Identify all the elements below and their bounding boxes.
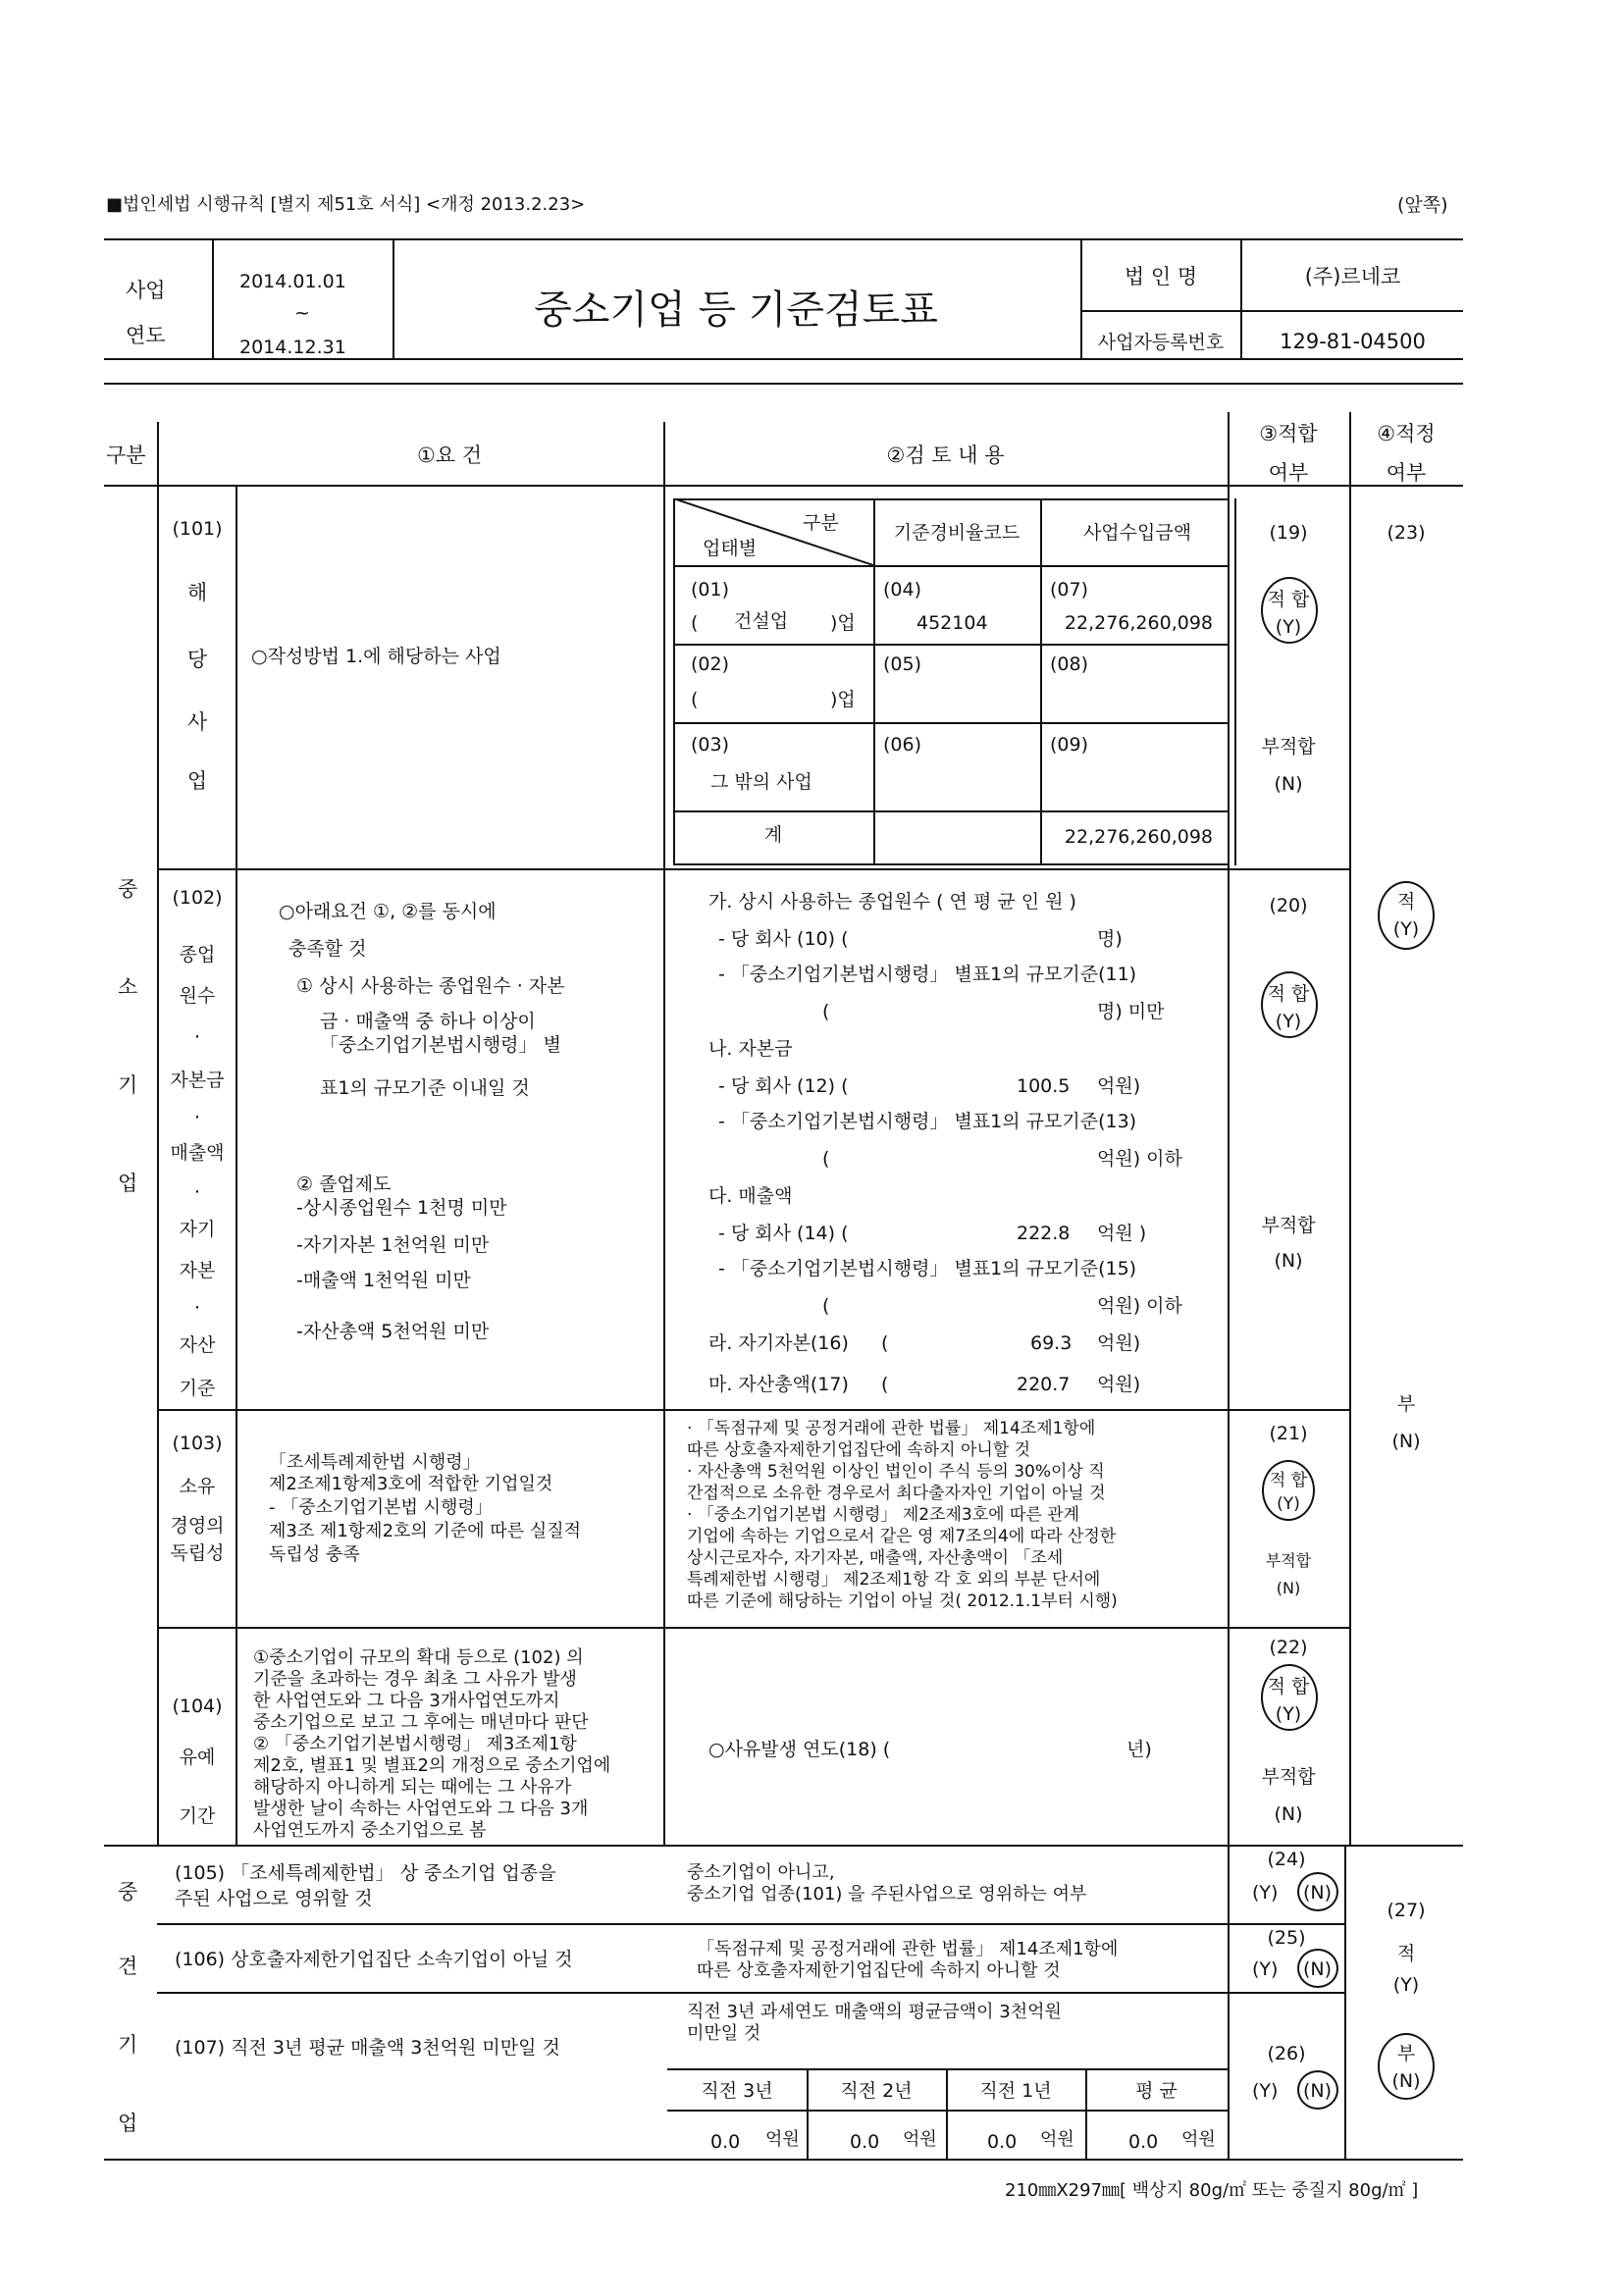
history-unit: 억원 — [1040, 2129, 1074, 2150]
fit-yes: (Y) — [1252, 1958, 1279, 1980]
col-fit: 여부 — [1268, 461, 1309, 485]
fit-no: (N) — [1274, 1250, 1303, 1272]
proper-no: 부 — [1396, 2043, 1416, 2064]
review-text: 나. 자본금 — [708, 1038, 793, 1060]
row-label: 독립성 — [170, 1542, 225, 1564]
biz-no-label: 사업자등록번호 — [1097, 332, 1225, 353]
rule — [1344, 1845, 1346, 2159]
requirement-text: 해당하지 아니하게 되는 때에는 그 사유가 — [253, 1777, 572, 1798]
history-value: 0.0 — [710, 2131, 741, 2153]
corp-name: (주)르네코 — [1304, 265, 1401, 288]
fit-yes: (Y) — [1275, 616, 1302, 638]
review-unit: 명) 미만 — [1097, 1001, 1165, 1022]
form-title: 중소기업 등 기준검토표 — [534, 287, 938, 333]
review-text: 다. 매출액 — [708, 1185, 793, 1207]
review-paren: ( — [822, 1148, 830, 1170]
fit-yes: (Y) — [1252, 2080, 1279, 2102]
review-text: - 당 회사 (10) ( — [718, 928, 849, 950]
fit-no: (N) — [1274, 1803, 1303, 1825]
mid-label: 기 — [118, 2033, 138, 2057]
rule — [393, 238, 394, 359]
requirement-text: ○작성방법 1.에 해당하는 사업 — [251, 646, 501, 667]
requirement-text: 기준을 초과하는 경우 최초 그 사유가 발생 — [253, 1669, 577, 1690]
requirement-text: 충족할 것 — [288, 938, 367, 960]
rule — [157, 1409, 1349, 1411]
assets-value: 220.7 — [1017, 1374, 1071, 1395]
total-label: 계 — [763, 824, 783, 846]
period-start: 2014.01.01 — [239, 271, 346, 292]
review-text: 마. 자산총액(17) — [708, 1374, 849, 1395]
requirement-text: -상시종업원수 1천명 미만 — [296, 1197, 507, 1219]
row-label: 자본금 — [170, 1070, 225, 1091]
requirement-text: 독립성 충족 — [269, 1544, 360, 1565]
cell-no: (09) — [1050, 734, 1089, 756]
requirement-text: 표1의 규모기준 이내일 것 — [320, 1077, 530, 1099]
history-header: 직전 3년 — [701, 2080, 773, 2102]
tbl-header-gubun: 구분 — [803, 512, 839, 534]
review-text: 따른 상호출자제한기업집단에 속하지 아니할 것 — [687, 1440, 1031, 1460]
industry-name: 그 밖의 사업 — [710, 771, 812, 793]
review-text: 중소기업이 아니고, — [687, 1862, 835, 1883]
period-tilde: ~ — [294, 302, 310, 324]
tbl-header-code: 기준경비율코드 — [893, 522, 1021, 544]
regulation-ref: ■법인세법 시행규칙 [별지 제51호 서식] <개정 2013.2.23> — [106, 194, 586, 215]
proper-yes: (Y) — [1392, 1974, 1420, 1996]
rule — [1349, 412, 1351, 1845]
fit-no: (N) — [1274, 773, 1303, 795]
row-number: (102) — [172, 887, 223, 909]
rule — [663, 422, 665, 1845]
col-fit: ③적합 — [1259, 422, 1318, 445]
row-label: 업 — [186, 769, 208, 793]
review-paren: ( — [881, 1332, 889, 1354]
total-amount: 22,276,260,098 — [1064, 826, 1213, 848]
sales-value: 222.8 — [1017, 1223, 1071, 1244]
fit-no: (N) — [1303, 1882, 1333, 1904]
capital-value: 100.5 — [1017, 1075, 1071, 1097]
rule — [212, 238, 214, 359]
fit-no: (N) — [1276, 1579, 1301, 1597]
requirement-text: ① 상시 사용하는 종업원수 · 자본 — [296, 975, 565, 997]
rule — [1228, 412, 1230, 2159]
fit-number: (25) — [1267, 1927, 1306, 1949]
history-header: 직전 2년 — [840, 2080, 913, 2102]
requirement-text: 제2호, 별표1 및 별표2의 개정으로 중소기업에 — [253, 1755, 611, 1776]
cell-no: (06) — [883, 734, 922, 756]
requirement-text: -자기자본 1천억원 미만 — [296, 1234, 490, 1256]
proper-number: (23) — [1387, 522, 1426, 544]
sme-label: 기 — [118, 1073, 138, 1097]
paren: )업 — [830, 612, 856, 634]
row-number: (101) — [172, 518, 223, 540]
review-text: 라. 자기자본(16) — [708, 1332, 849, 1354]
review-text: 직전 3년 과세연도 매출액의 평균금액이 3천억원 — [687, 2002, 1062, 2022]
requirement-text: 「조세특례제한법 시행령」 — [269, 1452, 481, 1473]
row-label: 사 — [186, 710, 208, 734]
review-text: 간접적으로 소유한 경우로서 최다출자자인 기업이 아닐 것 — [687, 1484, 1106, 1503]
row-label: · — [193, 1297, 201, 1319]
cell-no: (03) — [691, 734, 730, 756]
requirement-text: 사업연도까지 중소기업으로 봄 — [253, 1820, 487, 1841]
review-paren: ( — [822, 1001, 830, 1022]
rule — [104, 358, 1463, 360]
expense-code: 452104 — [916, 612, 988, 634]
proper-no: (N) — [1391, 2070, 1421, 2092]
rule — [104, 1845, 1463, 1847]
row-label: 소유 — [179, 1476, 216, 1497]
requirement-text: 제2조제1항제3호에 적합한 기업일것 — [269, 1474, 553, 1494]
fit-number: (19) — [1269, 522, 1308, 544]
requirement-text: -자산총액 5천억원 미만 — [296, 1321, 490, 1342]
row-label: 자본 — [179, 1260, 216, 1281]
fit-yes: 적 합 — [1269, 1471, 1308, 1490]
review-unit: 억원 ) — [1097, 1223, 1147, 1244]
cell-no: (07) — [1050, 579, 1089, 600]
row-label: 원수 — [179, 985, 216, 1007]
review-text: - 당 회사 (14) ( — [718, 1223, 849, 1244]
sme-label: 소 — [118, 975, 138, 999]
rule — [104, 2159, 1463, 2161]
fit-no: 부적합 — [1261, 1766, 1316, 1788]
row-number: (103) — [172, 1433, 223, 1454]
row-label: 매출액 — [170, 1142, 225, 1164]
proper-no: 부 — [1396, 1393, 1416, 1415]
mid-label: 중 — [118, 1880, 138, 1904]
paper-spec: 210㎜X297㎜[ 백상지 80g/㎡ 또는 중질지 80g/㎡ ] — [1005, 2180, 1419, 2201]
history-header: 평 균 — [1135, 2080, 1178, 2102]
year-label: 사업 — [126, 279, 166, 302]
fit-number: (26) — [1267, 2043, 1306, 2064]
review-text: · 자산총액 5천억원 이상인 법인이 주식 등의 30%이상 직 — [687, 1462, 1105, 1482]
review-unit: 명) — [1097, 928, 1123, 950]
row-number: (104) — [172, 1696, 223, 1717]
rule — [157, 1992, 1344, 1994]
cell-no: (04) — [883, 579, 922, 600]
revenue-amount: 22,276,260,098 — [1064, 612, 1213, 634]
corp-name-label: 법 인 명 — [1124, 265, 1198, 288]
rule — [236, 485, 237, 1845]
rule — [157, 868, 1349, 870]
review-text: · 「중소기업기본법 시행령」 제2조제3호에 따른 관계 — [687, 1505, 1080, 1525]
requirement-text: 발생한 날이 속하는 사업연도와 그 다음 3개 — [253, 1799, 589, 1819]
review-text: ○사유발생 연도(18) ( — [708, 1739, 891, 1760]
review-unit: 억원) 이하 — [1097, 1148, 1182, 1170]
proper-no: (N) — [1391, 1431, 1421, 1452]
rule — [157, 422, 159, 1845]
row-label: 당 — [186, 648, 208, 671]
review-text: 특례제한법 시행령」 제2조제1항 각 호 외의 부분 단서에 — [687, 1570, 1101, 1590]
history-unit: 억원 — [1181, 2129, 1216, 2150]
industry-name: 건설업 — [734, 610, 789, 632]
fit-number: (21) — [1269, 1423, 1308, 1444]
row-label: · — [193, 1107, 201, 1128]
review-unit: 억원) 이하 — [1097, 1295, 1182, 1317]
fit-yes: (Y) — [1275, 1703, 1302, 1725]
col-review: ②검 토 내 용 — [886, 444, 1005, 467]
proper-yes: 적 — [1396, 891, 1416, 913]
requirement-text: ○아래요건 ①, ②를 동시에 — [279, 901, 497, 922]
proper-yes: (Y) — [1392, 918, 1420, 940]
fit-yes: (Y) — [1277, 1494, 1300, 1514]
col-proper: ④적정 — [1377, 422, 1436, 445]
requirement-text: (107) 직전 3년 평균 매출액 3천억원 미만일 것 — [175, 2037, 560, 2059]
page-side: (앞쪽) — [1397, 194, 1448, 216]
review-text: - 「중소기업기본법시행령」 별표1의 규모기준(15) — [718, 1258, 1137, 1279]
requirement-text: (106) 상호출자제한기업집단 소속기업이 아닐 것 — [175, 1949, 573, 1970]
fit-number: (20) — [1269, 895, 1308, 916]
review-text: 중소기업 업종(101) 을 주된사업으로 영위하는 여부 — [687, 1884, 1087, 1905]
row-label: 기간 — [179, 1805, 216, 1827]
row-label: 유예 — [179, 1747, 216, 1768]
history-value: 0.0 — [1128, 2131, 1159, 2153]
fit-no: 부적합 — [1261, 736, 1316, 757]
col-gubun: 구분 — [106, 444, 146, 467]
requirement-text: - 「중소기업기본법 시행령」 — [269, 1497, 493, 1518]
requirement-text: -매출액 1천억원 미만 — [296, 1270, 471, 1291]
fit-no: 부적합 — [1265, 1551, 1312, 1570]
requirement-text: ①중소기업이 규모의 확대 등으로 (102) 의 — [253, 1647, 584, 1668]
fit-no: (N) — [1303, 1958, 1333, 1980]
row-label: 자기 — [179, 1219, 216, 1240]
paren: ( — [691, 689, 699, 710]
mid-label: 견 — [118, 1955, 138, 1978]
review-unit: 억원) — [1097, 1075, 1141, 1097]
fit-no: (N) — [1303, 2080, 1333, 2102]
requirement-text: 「중소기업기본법시행령」 별 — [320, 1034, 561, 1056]
row-label: 해 — [186, 581, 208, 604]
paren: )업 — [830, 689, 856, 710]
col-proper: 여부 — [1386, 461, 1427, 485]
review-text: 따른 상호출자제한기업집단에 속하지 아니할 것 — [697, 1960, 1061, 1981]
mid-label: 업 — [118, 2112, 138, 2135]
review-unit: 억원) — [1097, 1374, 1141, 1395]
row-label: 자산 — [179, 1334, 216, 1356]
equity-value: 69.3 — [1030, 1332, 1073, 1354]
fit-yes: (Y) — [1252, 1882, 1279, 1904]
history-unit: 억원 — [765, 2129, 800, 2150]
rule — [157, 1923, 1344, 1925]
review-text: 상시근로자수, 자기자본, 매출액, 자산총액이 「조세 — [687, 1548, 1064, 1568]
proper-yes: 적 — [1396, 1943, 1416, 1964]
review-unit: 억원) — [1097, 1332, 1141, 1354]
review-text: · 「독점규제 및 공정거래에 관한 법률」 제14조제1항에 — [687, 1419, 1096, 1438]
fit-yes: 적 합 — [1267, 589, 1310, 610]
year-label: 연도 — [126, 324, 166, 347]
review-text: 따른 기준에 해당하는 기업이 아닐 것( 2012.1.1부터 시행) — [687, 1592, 1118, 1611]
proper-number: (27) — [1387, 1900, 1426, 1921]
fit-number: (24) — [1267, 1849, 1306, 1870]
review-text: 가. 상시 사용하는 종업원수 ( 연 평 균 인 원 ) — [708, 891, 1076, 913]
review-paren: ( — [881, 1374, 889, 1395]
history-value: 0.0 — [850, 2131, 880, 2153]
review-text: - 「중소기업기본법시행령」 별표1의 규모기준(13) — [718, 1111, 1137, 1132]
period-end: 2014.12.31 — [239, 337, 346, 358]
col-requirement: ①요 건 — [416, 444, 483, 467]
requirement-text: 금 · 매출액 중 하나 이상이 — [320, 1011, 536, 1032]
requirement-text: 제3조 제1항제2호의 기준에 따른 실질적 — [269, 1521, 582, 1541]
fit-number: (22) — [1269, 1637, 1308, 1658]
rule — [104, 238, 1463, 240]
paren: ( — [691, 612, 699, 634]
biz-no: 129-81-04500 — [1280, 330, 1426, 353]
cell-no: (08) — [1050, 653, 1089, 675]
history-unit: 억원 — [903, 2129, 937, 2150]
sme-label: 중 — [118, 877, 138, 901]
cell-no: (05) — [883, 653, 922, 675]
rule — [104, 383, 1463, 385]
fit-yes: (Y) — [1275, 1011, 1302, 1032]
row-label: 종업 — [179, 944, 216, 965]
requirement-text: 주된 사업으로 영위할 것 — [175, 1888, 373, 1909]
tbl-header-biz: 업태별 — [703, 538, 758, 559]
requirement-text: ② 「중소기업기본법시행령」 제3조제1항 — [253, 1734, 577, 1754]
review-text: 미만일 것 — [687, 2023, 761, 2044]
rule — [157, 1627, 1349, 1629]
requirement-text: 한 사업연도와 그 다음 3개사업연도까지 — [253, 1691, 560, 1711]
review-text: 「독점규제 및 공정거래에 관한 법률」 제14조제1항에 — [697, 1939, 1119, 1959]
requirement-text: 중소기업으로 보고 그 후에는 매년마다 판단 — [253, 1712, 589, 1733]
review-unit: 년) — [1126, 1739, 1152, 1760]
fit-yes: 적 합 — [1267, 983, 1310, 1005]
fit-no: 부적합 — [1261, 1215, 1316, 1236]
row-label: · — [193, 1026, 201, 1048]
row-label: 기준 — [179, 1378, 216, 1399]
cell-no: (02) — [691, 653, 730, 675]
history-header: 직전 1년 — [979, 2080, 1052, 2102]
fit-yes: 적 합 — [1267, 1676, 1310, 1697]
row-label: 경영의 — [170, 1515, 225, 1537]
row-label: · — [193, 1181, 201, 1203]
review-text: 기업에 속하는 기업으로서 같은 영 제7조의4에 따라 산정한 — [687, 1527, 1117, 1546]
review-paren: ( — [822, 1295, 830, 1317]
requirement-text: (105) 「조세특례제한법」 상 중소기업 업종을 — [175, 1862, 556, 1884]
review-text: - 당 회사 (12) ( — [718, 1075, 849, 1097]
review-text: - 「중소기업기본법시행령」 별표1의 규모기준(11) — [718, 964, 1137, 985]
cell-no: (01) — [691, 579, 730, 600]
sme-label: 업 — [118, 1172, 138, 1195]
requirement-text: ② 졸업제도 — [296, 1174, 392, 1195]
history-value: 0.0 — [987, 2131, 1018, 2153]
rule — [1080, 310, 1463, 312]
tbl-header-amount: 사업수입금액 — [1082, 522, 1192, 544]
